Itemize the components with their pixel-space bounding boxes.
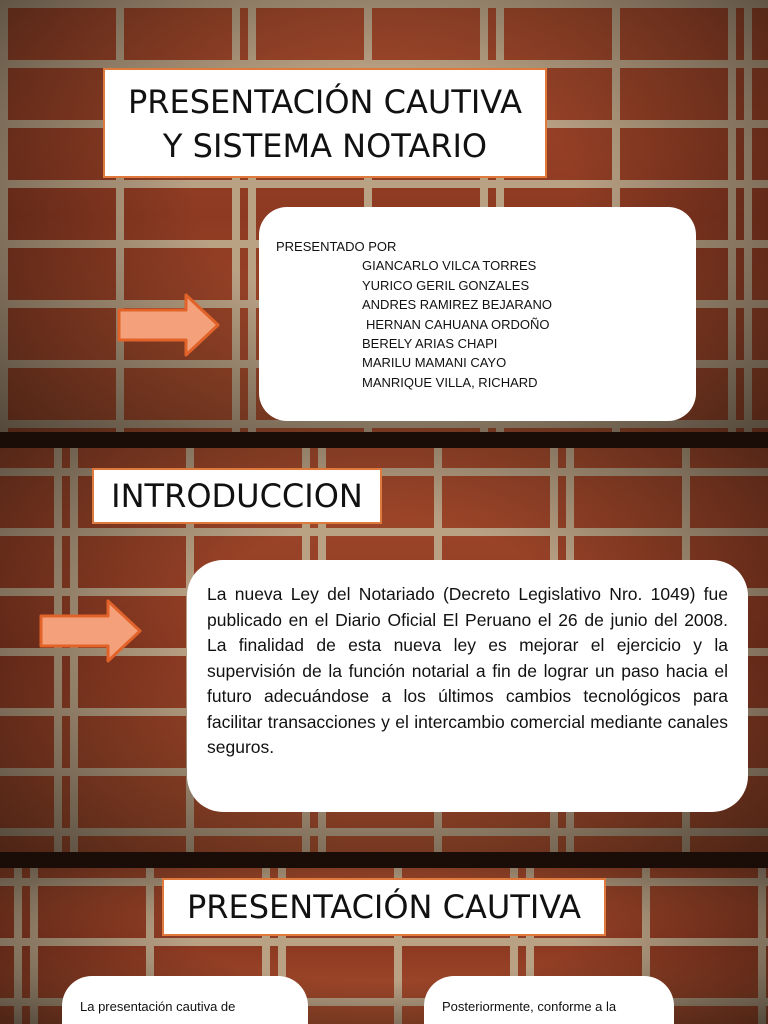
presenter-name: MANRIQUE VILLA, RICHARD	[362, 374, 538, 390]
introduction-text: La nueva Ley del Notariado (Decreto Legislativo Nro. 1049) fue publicado en el Diario Oficial El Peruano el 26 de junio del 2008. La finalidad de esta nueva ley es mejorar el ejercicio y la supervisión de la función notarial a fin de lograr un paso hacia el futuro adecuándose a los últimos cambios tecnológicos para facilitar transacciones y el intercambio comercial mediante canales seguros.	[207, 584, 728, 757]
right-card-text: Posteriormente, conforme a la	[442, 999, 617, 1014]
presented-by-label: PRESENTADO POR	[276, 239, 397, 254]
right-arrow-icon	[116, 292, 222, 358]
slide-3-title: PRESENTACIÓN CAUTIVA	[162, 878, 606, 936]
introduction-card	[187, 560, 748, 812]
slide-1	[0, 0, 768, 432]
slide-2-title: INTRODUCCION	[92, 468, 382, 524]
slide-2	[0, 448, 768, 852]
presenter-name: HERNAN CAHUANA ORDOÑO	[366, 316, 550, 332]
slide-3	[0, 868, 768, 1024]
right-card	[424, 976, 674, 1024]
presenter-name: BERELY ARIAS CHAPI	[362, 336, 498, 352]
right-arrow-icon	[38, 598, 144, 664]
left-card	[62, 976, 308, 1024]
presenter-name: ANDRES RAMIREZ BEJARANO	[362, 297, 552, 313]
presenters-list	[276, 256, 680, 392]
presenter-name: YURICO GERIL GONZALES	[362, 277, 530, 293]
slide-1-title-line-2: Y SISTEMA NOTARIO	[162, 127, 488, 165]
slide-1-title-line-1: PRESENTACIÓN CAUTIVA	[127, 83, 523, 121]
presenter-name: MARILU MAMANI CAYO	[362, 355, 507, 371]
left-card-text: La presentación cautiva de	[80, 999, 236, 1014]
slide-1-title	[103, 68, 547, 178]
presenter-name: GIANCARLO VILCA TORRES	[362, 258, 537, 274]
presenters-card	[259, 207, 696, 421]
